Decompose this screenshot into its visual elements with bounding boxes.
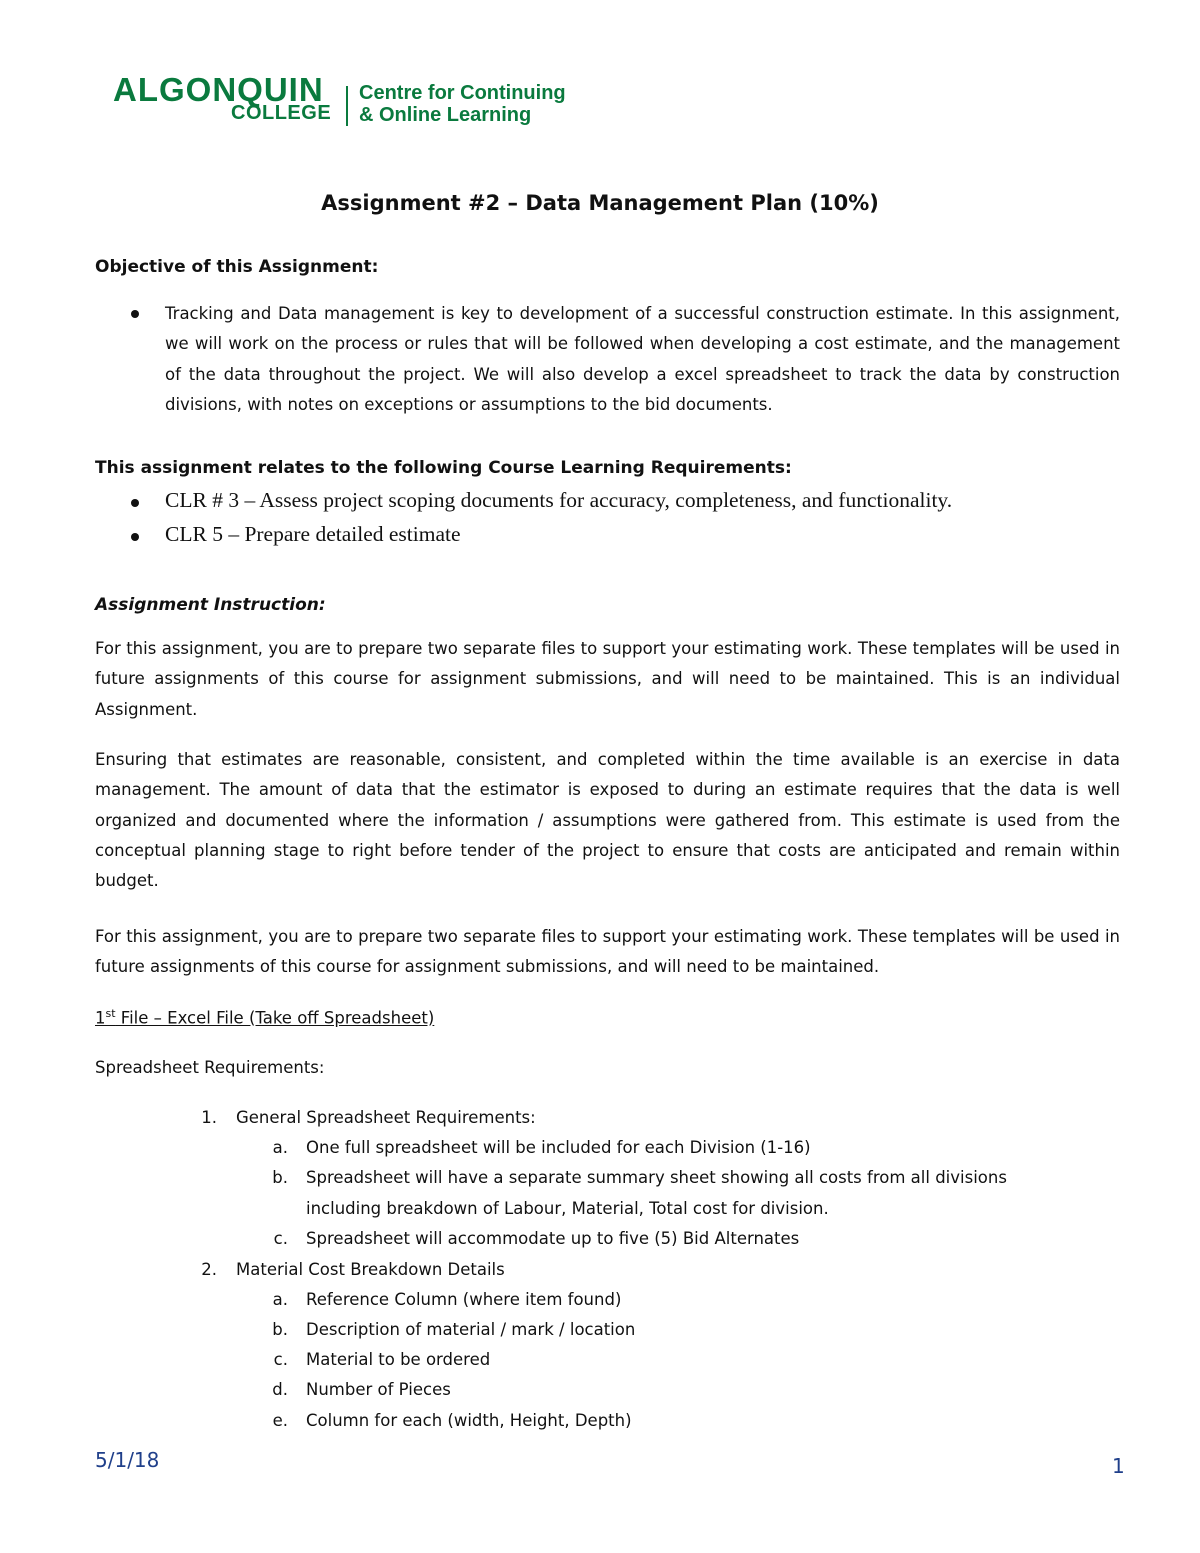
requirement-2b: Description of material / mark / location: [306, 1320, 636, 1339]
logo-divider: [346, 86, 348, 126]
clr-heading: This assignment relates to the following Course Learning Requirements:: [95, 458, 792, 478]
file1-superscript: st: [105, 1007, 116, 1020]
logo-word-college: COLLEGE: [231, 102, 332, 124]
requirement-1b-continued: including breakdown of Labour, Material, Total cost for division.: [306, 1199, 829, 1218]
requirement-1b: Spreadsheet will have a separate summary sheet showing all costs from all divisions: [306, 1168, 1007, 1187]
list-letter: b.: [272, 1168, 288, 1187]
requirement-1-label: General Spreadsheet Requirements:: [236, 1108, 536, 1127]
requirement-2-label: Material Cost Breakdown Details: [236, 1260, 505, 1279]
requirement-2e: Column for each (width, Height, Depth): [306, 1411, 632, 1430]
requirement-1a: One full spreadsheet will be included for each Division (1-16): [306, 1138, 811, 1157]
clr-item-5: CLR 5 – Prepare detailed estimate: [165, 522, 461, 546]
page-number: 1: [1112, 1454, 1125, 1478]
file1-number: 1: [95, 1008, 106, 1028]
logo-subtitle-line1: Centre for Continuing: [359, 82, 566, 104]
list-letter: e.: [272, 1411, 288, 1430]
document-title: Assignment #2 – Data Management Plan (10%): [321, 191, 879, 215]
list-number: 2.: [201, 1260, 217, 1279]
file1-title: File – Excel File (Take off Spreadsheet): [115, 1008, 435, 1028]
instruction-paragraph-3: For this assignment, you are to prepare two separate files to support your estimating work. These templates will be used in future assignments of this course for assignment submissions, and will need to be maintained.: [95, 927, 1120, 977]
list-letter: a.: [272, 1138, 288, 1157]
requirement-2d: Number of Pieces: [306, 1380, 451, 1399]
requirement-2c: Material to be ordered: [306, 1350, 491, 1369]
list-letter: c.: [273, 1229, 288, 1248]
objective-heading: Objective of this Assignment:: [95, 257, 379, 277]
instruction-paragraph-2: Ensuring that estimates are reasonable, consistent, and completed within the time available is an exercise in data management. The amount of data that the estimator is exposed to during an estimate requires that the data is well organized and documented where the information / assumptions were gathered from. This estimate is used from the conceptual planning stage to right before tender of the project to ensure that costs are anticipated and remain within budget.: [95, 750, 1120, 891]
logo-subtitle: [359, 82, 566, 126]
logo-subtitle-line2: & Online Learning: [359, 104, 532, 126]
file1-heading: [95, 1007, 434, 1028]
list-letter: b.: [272, 1320, 288, 1339]
bullet-dot: [131, 499, 139, 507]
objective-bullet-text: Tracking and Data management is key to development of a successful construction estimate. In this assignment, we will work on the process or rules that will be followed when developing a cost estimate, and the management of the data throughout the project. We will also develop a excel spreadsheet to track the data by construction divisions, with notes on exceptions or assumptions to the bid documents.: [165, 304, 1120, 414]
logo-word-algonquin: ALGONQUIN: [113, 71, 324, 108]
instruction-paragraph-1: For this assignment, you are to prepare two separate files to support your estimating work. These templates will be used in future assignments of this course for assignment submissions, and will need to be maintained. This is an individual Assignment.: [95, 639, 1120, 719]
requirements-heading: Spreadsheet Requirements:: [95, 1058, 325, 1077]
instruction-heading: Assignment Instruction:: [95, 595, 326, 615]
footer-date: 5/1/18: [95, 1448, 160, 1472]
list-number: 1.: [201, 1108, 217, 1127]
list-letter: a.: [272, 1290, 288, 1309]
clr-item-3: CLR # 3 – Assess project scoping documents for accuracy, completeness, and functionality.: [165, 488, 953, 512]
bullet-dot: [131, 533, 139, 541]
requirement-1c: Spreadsheet will accommodate up to five (5) Bid Alternates: [306, 1229, 800, 1248]
list-letter: c.: [273, 1350, 288, 1369]
requirement-2a: Reference Column (where item found): [306, 1290, 622, 1309]
list-letter: d.: [272, 1380, 288, 1399]
bullet-dot: [131, 310, 139, 318]
